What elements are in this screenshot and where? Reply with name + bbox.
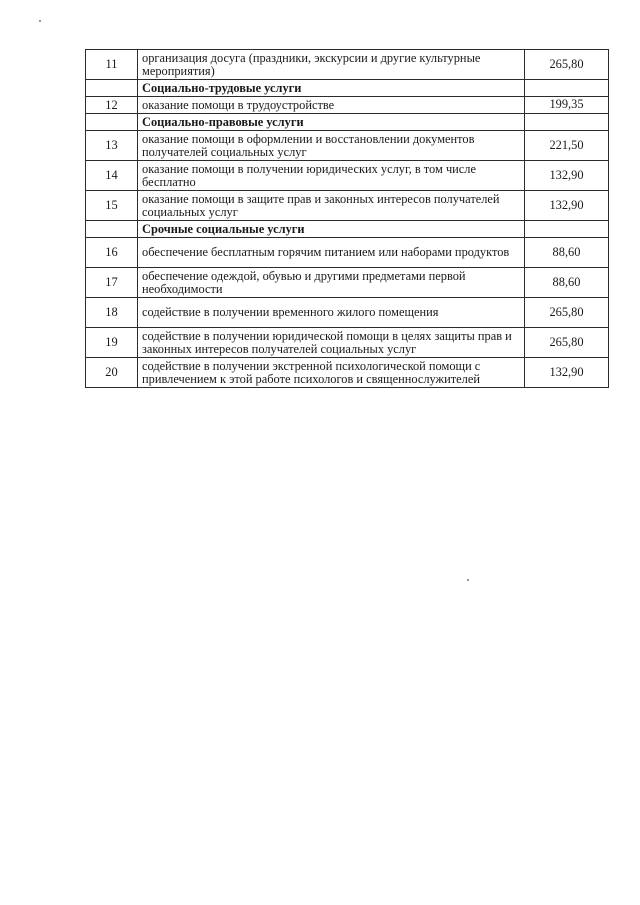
service-price: 88,60 [525, 268, 609, 298]
row-number: 16 [86, 238, 138, 268]
row-number: 18 [86, 298, 138, 328]
section-number-cell [86, 221, 138, 238]
service-tariff-table [85, 49, 609, 388]
table-row [86, 191, 609, 221]
section-price-cell [525, 221, 609, 238]
row-number: 14 [86, 161, 138, 191]
service-description: обеспечение бесплатным горячим питанием или наборами продуктов [138, 238, 525, 268]
row-number: 12 [86, 97, 138, 114]
service-price: 265,80 [525, 298, 609, 328]
table-row [86, 358, 609, 388]
service-description: содействие в получении временного жилого помещения [138, 298, 525, 328]
section-header-row [86, 114, 609, 131]
service-description: организация досуга (праздники, экскурсии и другие культурные мероприятия) [138, 50, 525, 80]
service-description: оказание помощи в получении юридических услуг, в том числе бесплатно [138, 161, 525, 191]
row-number: 15 [86, 191, 138, 221]
section-title: Социально-правовые услуги [138, 114, 525, 131]
table-row [86, 238, 609, 268]
row-number: 19 [86, 328, 138, 358]
row-number: 17 [86, 268, 138, 298]
section-price-cell [525, 114, 609, 131]
section-header-row [86, 80, 609, 97]
table-row [86, 97, 609, 114]
service-price: 265,80 [525, 328, 609, 358]
table-row [86, 268, 609, 298]
service-description: содействие в получении экстренной психологической помощи с привлечением к этой работе психологов и священнослужителей [138, 358, 525, 388]
service-price: 221,50 [525, 131, 609, 161]
service-description: содействие в получении юридической помощи в целях защиты прав и законных интересов получателей социальных услуг [138, 328, 525, 358]
table-row [86, 50, 609, 80]
table-row [86, 298, 609, 328]
table-row [86, 328, 609, 358]
section-number-cell [86, 80, 138, 97]
service-price: 265,80 [525, 50, 609, 80]
row-number: 13 [86, 131, 138, 161]
section-number-cell [86, 114, 138, 131]
service-price: 132,90 [525, 358, 609, 388]
service-price: 88,60 [525, 238, 609, 268]
service-description: оказание помощи в защите прав и законных интересов получателей социальных услуг [138, 191, 525, 221]
row-number: 11 [86, 50, 138, 80]
section-title: Срочные социальные услуги [138, 221, 525, 238]
scan-speck [467, 579, 469, 581]
tariff-table-body [86, 50, 609, 388]
service-price: 199,35 [525, 97, 609, 114]
table-row [86, 131, 609, 161]
service-description: оказание помощи в оформлении и восстановлении документов получателей социальных услуг [138, 131, 525, 161]
service-price: 132,90 [525, 191, 609, 221]
scan-speck [39, 20, 41, 22]
service-price: 132,90 [525, 161, 609, 191]
section-header-row [86, 221, 609, 238]
row-number: 20 [86, 358, 138, 388]
service-description: оказание помощи в трудоустройстве [138, 97, 525, 114]
service-description: обеспечение одеждой, обувью и другими предметами первой необходимости [138, 268, 525, 298]
section-price-cell [525, 80, 609, 97]
section-title: Социально-трудовые услуги [138, 80, 525, 97]
table-row [86, 161, 609, 191]
